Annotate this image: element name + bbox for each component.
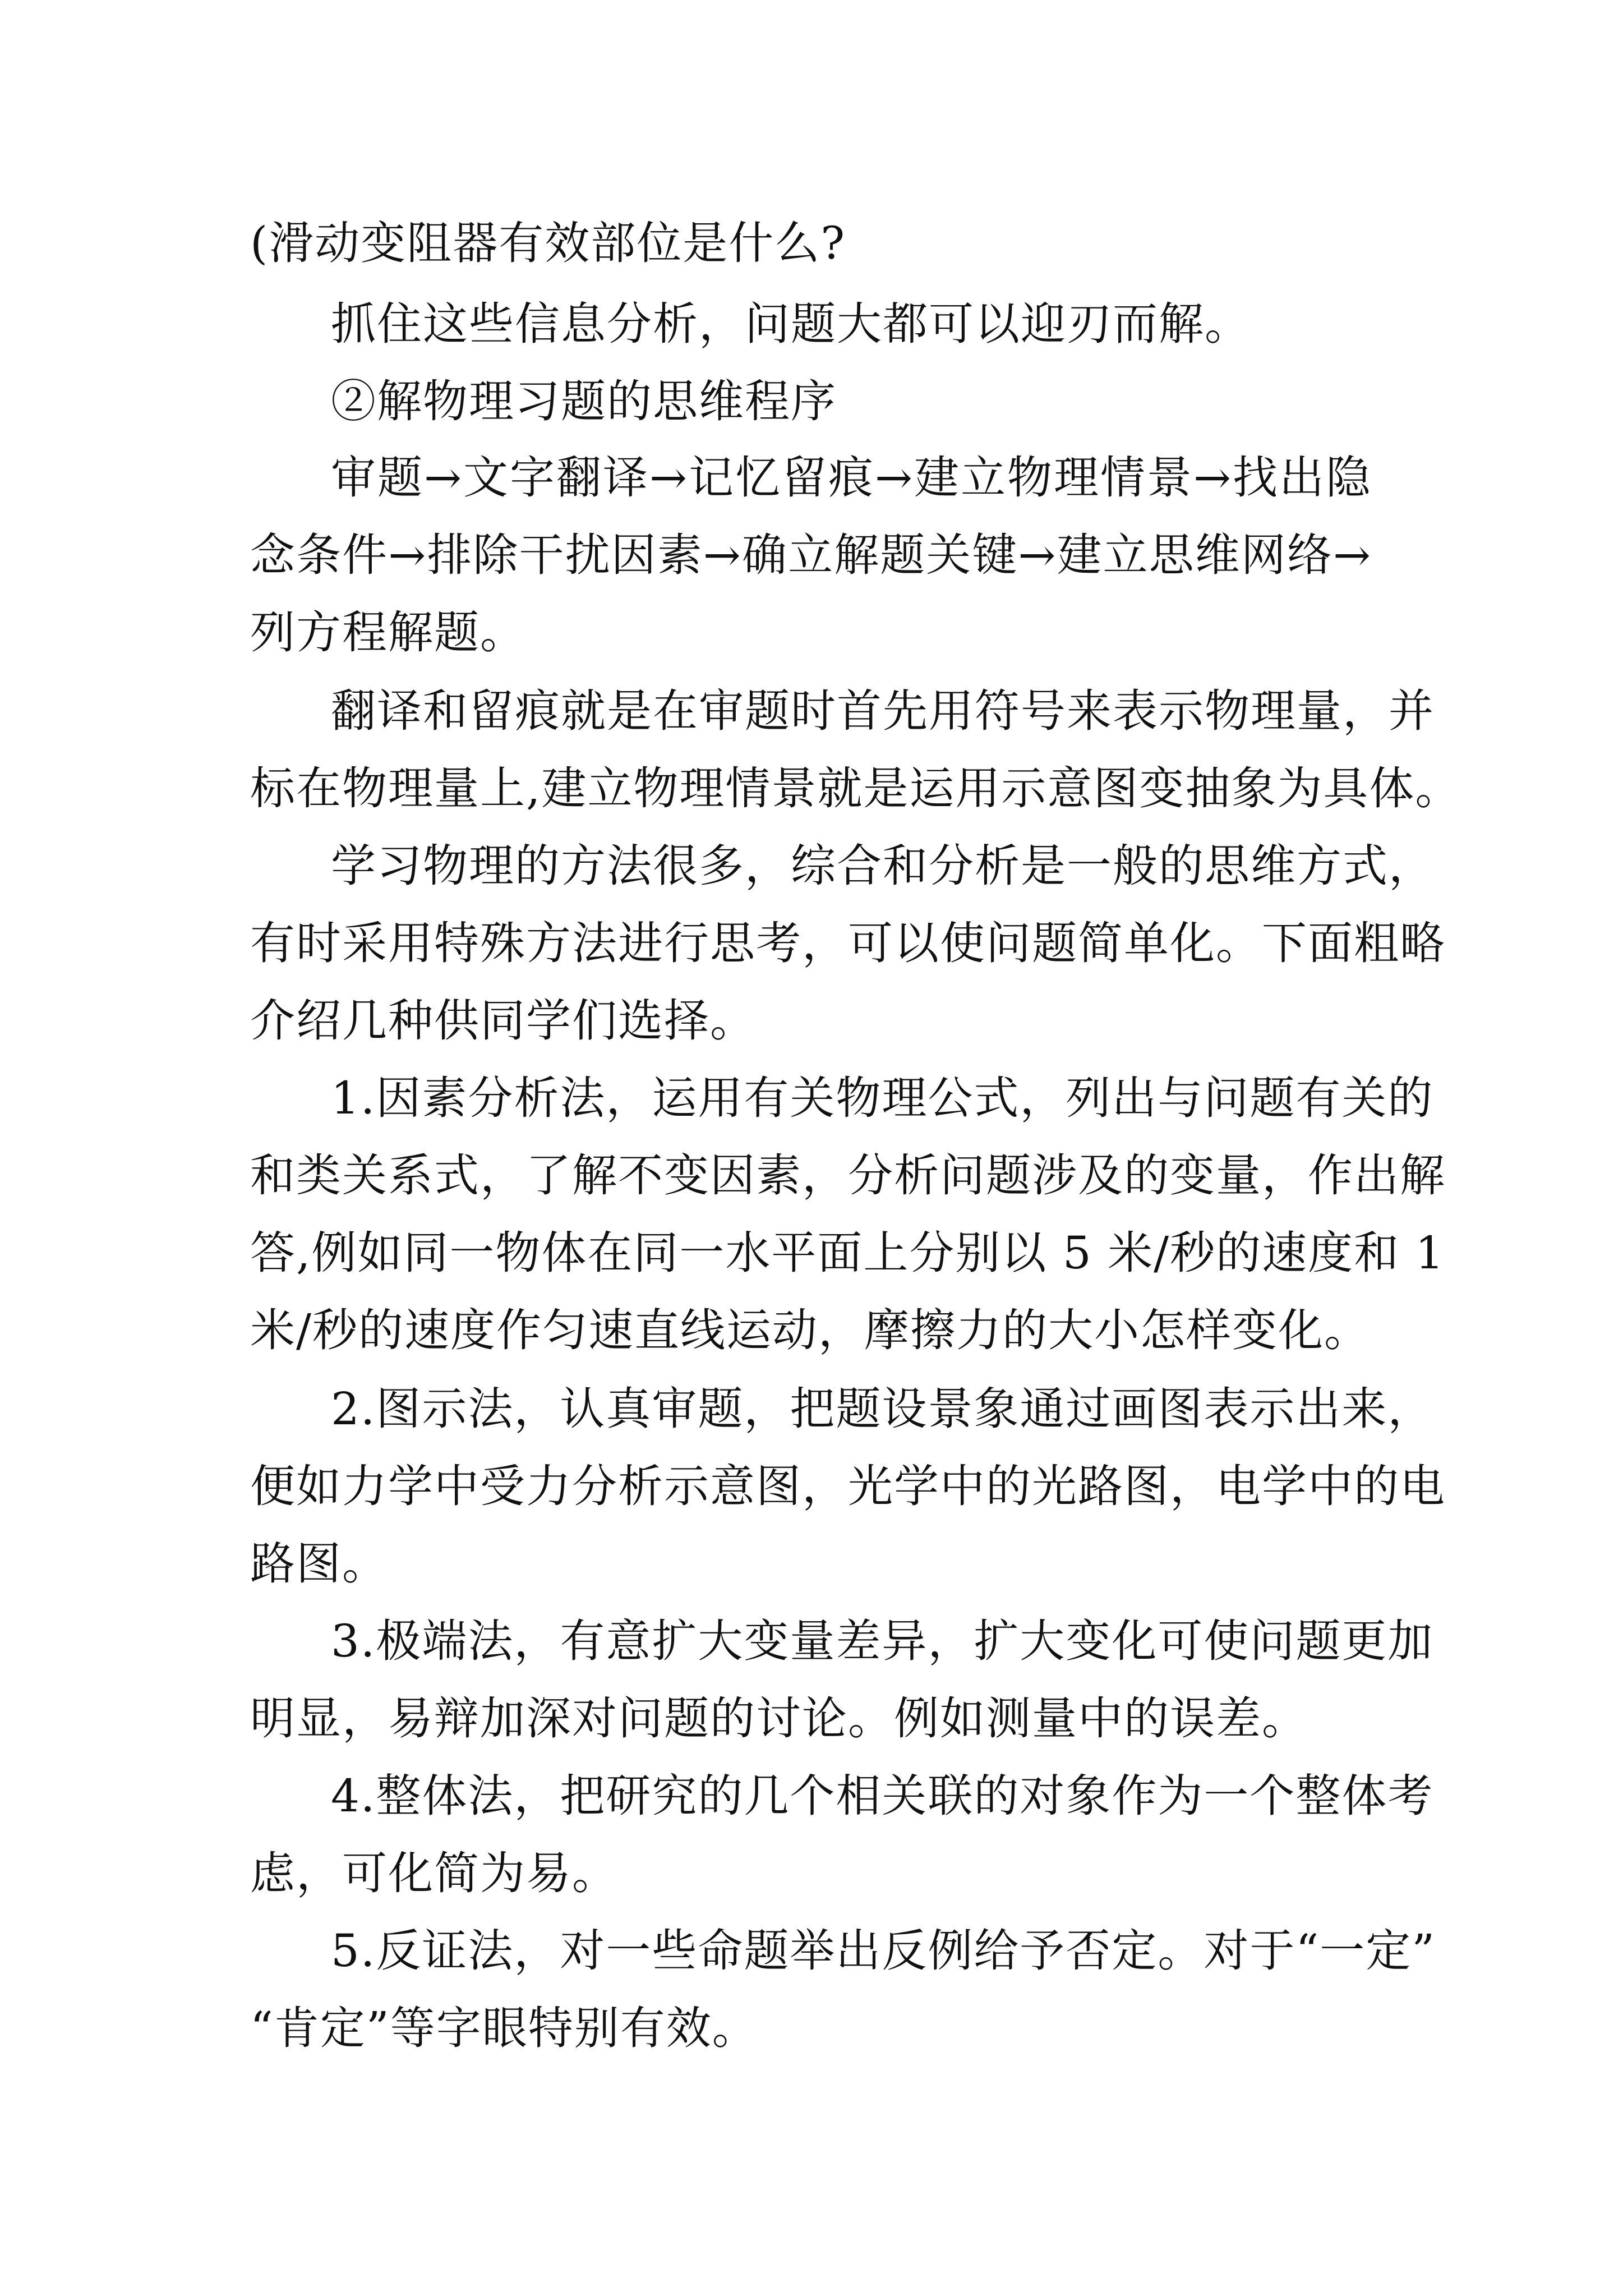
text-line: 念条件→排除干扰因素→确立解题关键→建立思维网络→ — [250, 529, 1372, 581]
text-line: ②解物理习题的思维程序 — [331, 375, 837, 427]
text-line: 路图。 — [250, 1538, 388, 1590]
text-line: 标在物理量上,建立物理情景就是运用示意图变抽象为具体。 — [250, 762, 1461, 815]
text-line: 学习物理的方法很多，综合和分析是一般的思维方式， — [331, 840, 1435, 892]
text-line: 有时采用特殊方法进行思考，可以使问题简单化。下面粗略 — [250, 917, 1446, 969]
text-line: 虑，可化简为易。 — [250, 1847, 618, 1899]
text-line: 答,例如同一物体在同一水平面上分别以 5 米/秒的速度和 1 — [250, 1227, 1445, 1279]
text-line: 抓住这些信息分析，问题大都可以迎刃而解。 — [331, 298, 1251, 350]
text-line: (滑动变阻器有效部位是什么? — [250, 217, 846, 269]
text-line: 5.反证法，对一些命题举出反例给予否定。对于“一定” — [331, 1925, 1436, 1977]
text-line: 便如力学中受力分析示意图，光学中的光路图，电学中的电 — [250, 1460, 1446, 1512]
text-line: 明显，易辩加深对问题的讨论。例如测量中的误差。 — [250, 1692, 1308, 1745]
text-line: 审题→文字翻译→记忆留痕→建立物理情景→找出隐 — [331, 452, 1372, 504]
text-line: 1.因素分析法，运用有关物理公式，列出与问题有关的 — [331, 1072, 1434, 1124]
text-line: 2.图示法，认真审题，把题设景象通过画图表示出来， — [331, 1383, 1434, 1435]
text-line: 介绍几种供同学们选择。 — [250, 995, 756, 1047]
text-line: “肯定”等字眼特别有效。 — [250, 2002, 758, 2054]
text-line: 米/秒的速度作匀速直线运动，摩擦力的大小怎样变化。 — [250, 1304, 1370, 1356]
text-line: 4.整体法，把研究的几个相关联的对象作为一个整体考 — [331, 1770, 1434, 1822]
text-line: 3.极端法，有意扩大变量差异，扩大变化可使问题更加 — [331, 1615, 1434, 1667]
text-line: 翻译和留痕就是在审题时首先用符号来表示物理量，并 — [331, 685, 1435, 737]
text-line: 和类关系式，了解不变因素，分析问题涉及的变量，作出解 — [250, 1149, 1446, 1202]
text-line: 列方程解题。 — [250, 606, 526, 659]
